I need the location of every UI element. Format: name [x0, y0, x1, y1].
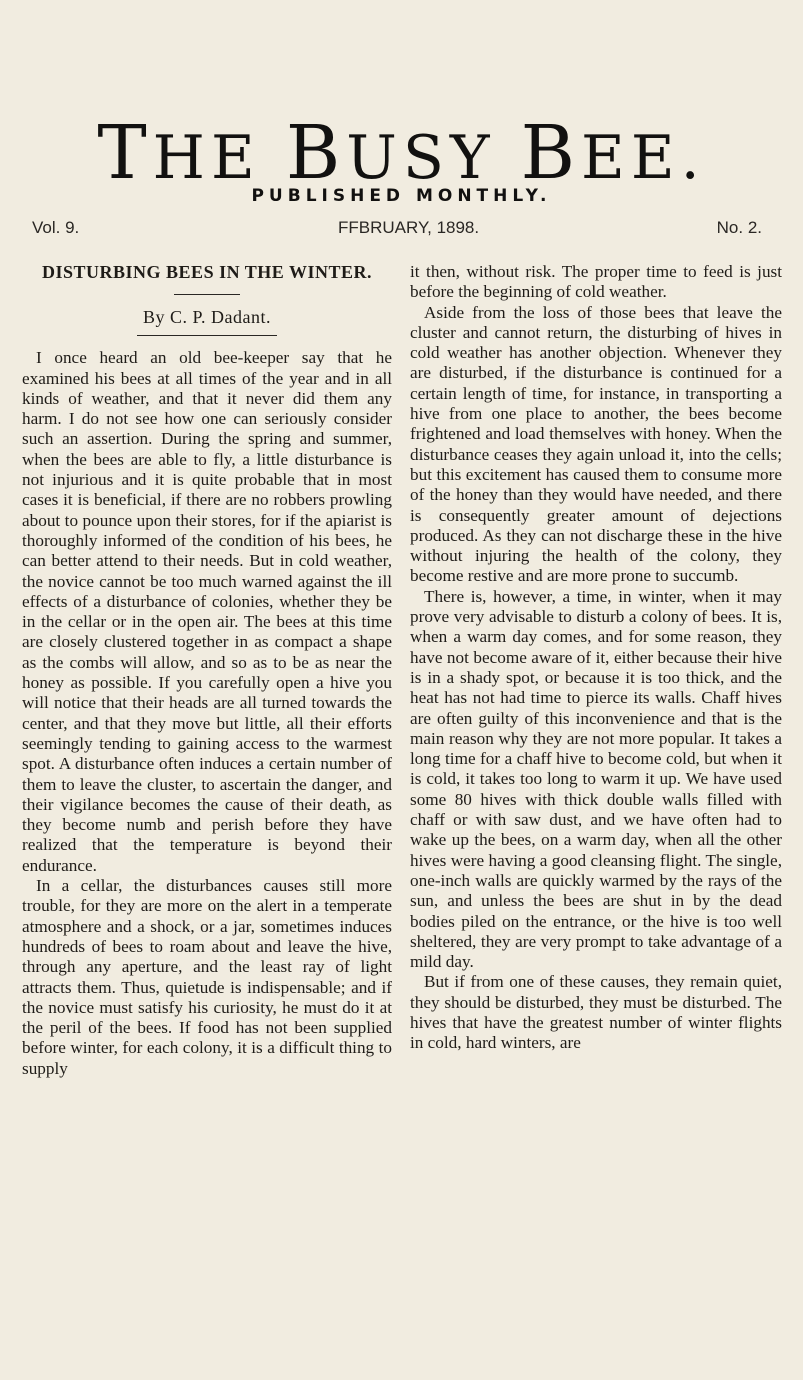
issue-line: [32, 218, 762, 244]
volume-label: Vol. 9.: [32, 218, 80, 237]
headline-divider: [174, 294, 240, 295]
masthead-letter: T: [97, 110, 153, 196]
masthead-subtitle: PUBLISHED MONTHLY.: [251, 186, 552, 206]
masthead-letter: EE.: [581, 123, 706, 193]
article-paragraph: There is, however, a time, in winter, when it may prove very advisable to disturb a colony of bees. It is, when a warm day comes, and for some reason, they have not become aware of it, either because their hive is in a shady spot, or because it is too thick, and the heat has not had time to pierce its walls. Chaff hives are often guilty of this inconvenience and that is the main reason why they are not more popular. It takes a long time for a chaff hive to become cold, but when it is cold, it takes too long to warm it up. We have used some 80 hives with thick double walls filled with chaff or with saw dust, and we have often had to wake up the bees, on a warm day, when all the other hives were having a good cleansing flight. The single, one-inch walls are quickly warmed by the rays of the sun, and unless the bees are shut in by the dead bodies piled on the entrance, or the hive is too well sheltered, they are very prompt to take advantage of a mild day.: [410, 586, 782, 972]
masthead-letter: B: [520, 110, 582, 196]
issue-number: No. 2.: [716, 218, 762, 237]
article-paragraph: Aside from the loss of those bees that leave the cluster and cannot return, the disturbing of hives in cold weather has another objection. Whenever they are disturbed, if the disturbance is continued for a certain length of time, for instance, in transporting a hive from one place to another, the bees become frightened and load themselves with honey. When the disturbance ceases they again unload it, into the cells; but this excitement has caused them to consume more of the honey than they would have needed, and there is consequently greater amount of dejections produced. As they can not discharge these in the hive without injuring the health of the colony, they become restive and are more prone to succumb.: [410, 302, 782, 586]
article-paragraph: it then, without risk. The proper time to feed is just before the beginning of cold weather.: [410, 262, 782, 302]
article-column-left: [22, 262, 392, 1079]
article-byline: By C. P. Dadant.: [142, 307, 271, 327]
article-paragraph: But if from one of these causes, they remain quiet, they should be disturbed, they must be disturbed. The hives that have the greatest number of winter flights in cold, hard winters, are: [410, 972, 782, 1053]
byline-divider: [137, 335, 277, 336]
masthead-letter: B: [285, 110, 347, 196]
article-headline: DISTURBING BEES IN THE WINTER.: [42, 262, 372, 282]
article-column-right: [410, 262, 782, 1054]
article-paragraph: I once heard an old bee-keeper say that he examined his bees at all times of the year and in all kinds of weather, and that it never did them any harm. I do not see how one can seriously consider such an assertion. During the spring and summer, when the bees are able to fly, a little disturbance is not injurious and it is quite probable that in most cases it is beneficial, if there are no robbers prowling about to pounce upon their stores, for if the apiarist is thoroughly informed of the condition of his bees, he can better attend to their needs. But in cold weather, the novice cannot be too much warned against the ill effects of a disturbance of colonies, whether they be in the cellar or in the open air. The bees at this time are closely clustered together in as compact a shape as the combs will allow, and so as to be as near the honey as possible. If you carefully open a hive you will notice that their heads are all turned towards the center, and that they move but little, all their efforts seemingly tending to gaining access to the warmest spot. A disturbance often induces a certain number of them to leave the cluster, to ascertain the danger, and their vigilance becomes the cause of their death, as they become numb and perish before they have realized that the temperature is beyond their endurance.: [22, 348, 392, 875]
masthead-letter: USY: [346, 123, 521, 193]
issue-date: FFBRUARY, 1898.: [338, 218, 480, 237]
masthead-letter: HE: [152, 123, 286, 193]
article-paragraph: In a cellar, the disturbances causes still more trouble, for they are more on the alert in a temperate atmosphere and a shock, or a jar, sometimes induces hundreds of bees to roam about and leave the hive, through any aperture, and the least ray of light attracts them. Thus, quietude is indispensable; and if the novice must satisfy his curiosity, he must do it at the peril of the bees. If food has not been supplied before winter, for each colony, it is a difficult thing to supply: [22, 876, 392, 1078]
